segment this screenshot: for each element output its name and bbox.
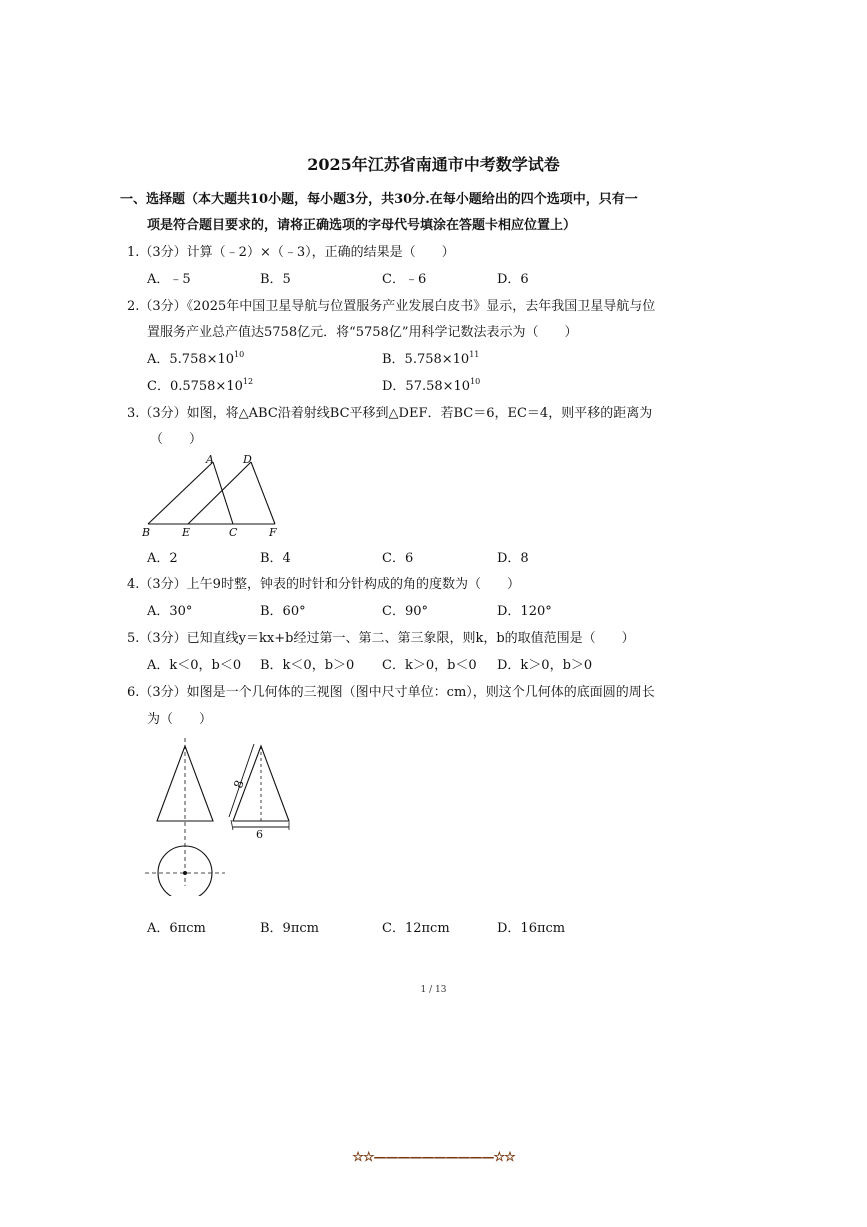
label-d: D [243,453,252,466]
q5-option-c: C．k＞0，b＜0 [382,658,477,673]
q6-option-d: D．16πcm [497,921,566,936]
segment-ed [188,462,251,524]
label-c: C [229,526,238,539]
section-heading-line2: 项是符合题目要求的，请将正确选项的字母代号填涂在答题卡相应位置上） [147,218,577,233]
q4-option-a: A．30° [147,604,193,619]
q6-option-b: B．9πcm [260,921,319,936]
page-number: 1 / 13 [420,985,447,995]
question-3-stem-cont: （ ） [150,432,203,447]
label-f: F [269,526,277,539]
segment-ab [148,462,213,524]
question-6-stem-cont: 为（ ） [147,712,213,727]
label-a: A [206,453,214,466]
q3-option-c: C．6 [382,551,414,566]
base-length-label: 6 [256,828,263,841]
triangle-translation-figure [142,450,282,542]
footer-decoration: ☆☆——————————☆☆ [352,1150,515,1165]
q1-option-d: D．6 [497,272,529,287]
slant-length-label: 8 [231,778,247,791]
q3-option-a: A．2 [147,551,178,566]
q5-option-a: A．k＜0，b＜0 [147,658,242,673]
question-5-stem: 5.（3分）已知直线y＝kx+b经过第一、第二、第三象限，则k，b的取值范围是（ ） [127,631,635,646]
q1-option-a: A．﹣5 [147,272,191,287]
q6-option-a: A．6πcm [147,921,206,936]
q6-option-c: C．12πcm [382,921,450,936]
top-view-center [183,871,187,875]
label-b: B [142,526,151,539]
q1-option-b: B．5 [260,272,291,287]
page-title: 2025年江苏省南通市中考数学试卷 [307,155,560,174]
question-3-stem: 3.（3分）如图，将△ABC沿着射线BC平移到△DEF．若BC＝6，EC＝4，则平移的距离为 [127,406,653,421]
q5-option-b: B．k＜0，b＞0 [260,658,355,673]
question-2-stem-cont: 置服务产业总产值达5758亿元．将“5758亿”用科学记数法表示为（ ） [147,325,578,340]
q2-option-c: C．$0.5758\times 10^{12}$ [147,377,254,394]
question-2-stem: 2.（3分）《2025年中国卫星导航与位置服务产业发展白皮书》显示，去年我国卫星导航与位 [127,299,656,314]
segment-ac [213,462,233,524]
q2-option-d: D．$57.58\times 10^{10}$ [382,377,481,394]
q5-option-d: D．k＞0，b＞0 [497,658,593,673]
q1-option-c: C．﹣6 [382,272,427,287]
question-1-stem: 1.（3分）计算（﹣2）×（﹣3），正确的结果是（ ） [127,245,455,260]
segment-df [251,462,275,524]
label-e: E [182,526,191,539]
question-6-stem: 6.（3分）如图是一个几何体的三视图（图中尺寸单位：cm），则这个几何体的底面圆的周长 [127,685,655,700]
q4-option-d: D．120° [497,604,552,619]
question-4-stem: 4.（3分）上午9时整，钟表的时针和分针构成的角的度数为（ ） [127,577,520,592]
q3-option-d: D．8 [497,551,529,566]
q2-option-b: B．$5.758\times 10^{11}$ [382,350,480,367]
q2-option-a: A．$5.758\times 10^{10}$ [147,350,245,367]
q3-option-b: B．4 [260,551,291,566]
q4-option-b: B．60° [260,604,306,619]
q4-option-c: C．90° [382,604,428,619]
section-heading-line1: 一、选择题（本大题共10小题，每小题3分，共30分.在每小题给出的四个选项中，只有一 [120,192,638,207]
three-view-figure [142,736,302,896]
